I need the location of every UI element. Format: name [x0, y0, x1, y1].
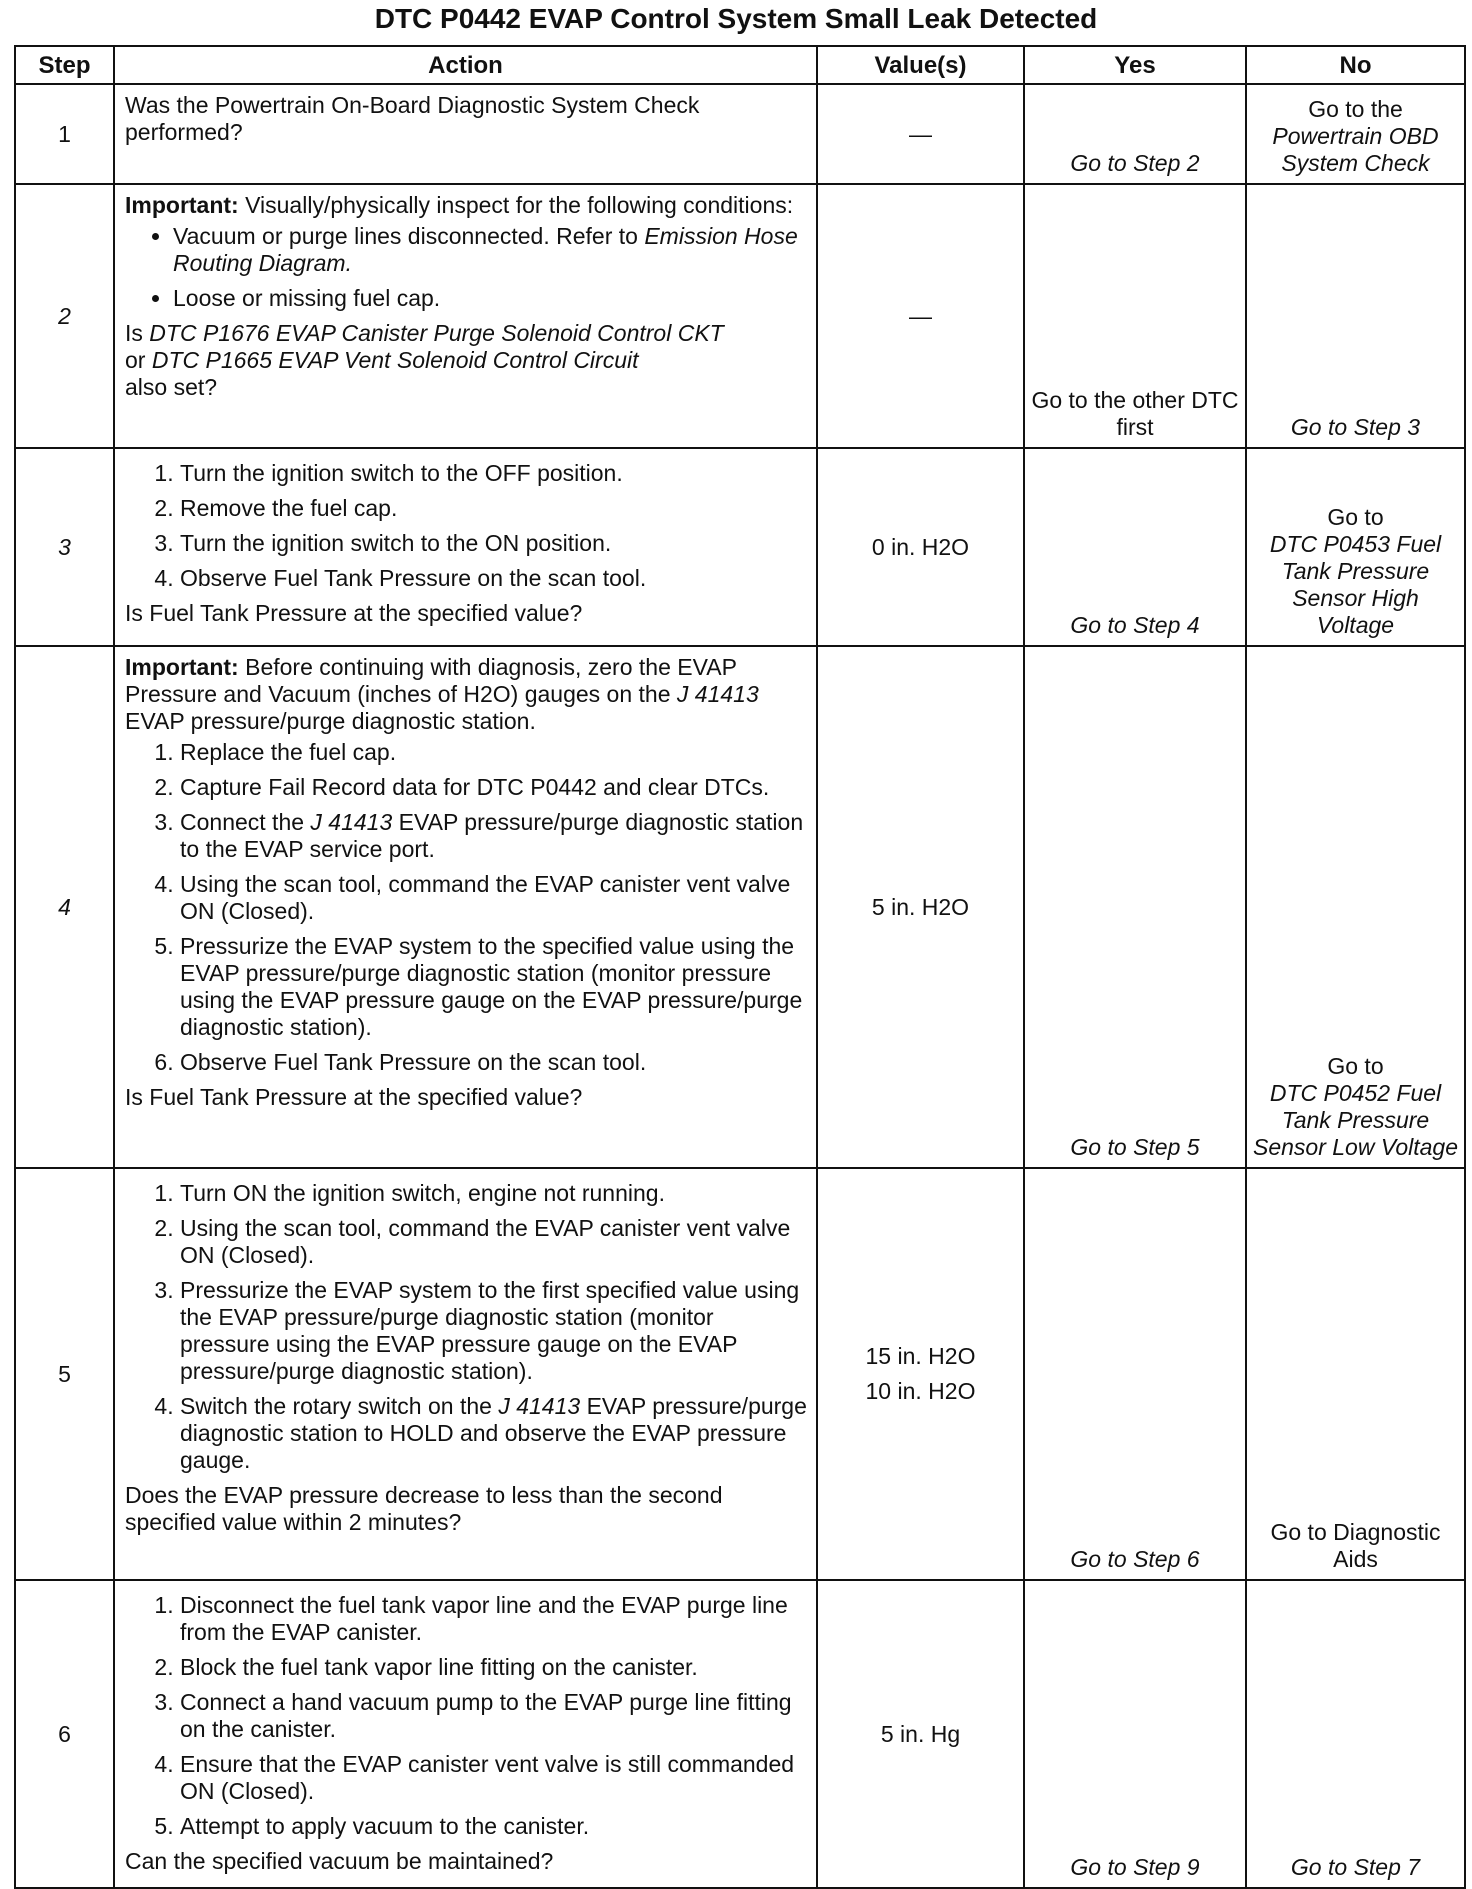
no-prefix: Go to	[1327, 504, 1384, 530]
step-number: 2	[15, 184, 114, 448]
no-cell	[1246, 84, 1465, 184]
important-text: Before continuing with diagnosis, zero the EVAP Pressure and Vacuum (inches of H2O) gauges on the	[125, 654, 737, 707]
question-text: Was the Powertrain On-Board Diagnostic System Check performed?	[125, 92, 700, 145]
no-cell: Go to Step 3	[1246, 184, 1465, 448]
action-cell	[114, 448, 817, 646]
list-item	[180, 809, 808, 863]
action-cell	[114, 84, 817, 184]
header-values: Value(s)	[817, 46, 1024, 84]
action-cell	[114, 646, 817, 1168]
list-item: 1. Replace the fuel cap.	[180, 739, 808, 766]
list-item: 2. Remove the fuel cap.	[180, 495, 808, 522]
action-cell	[114, 1168, 817, 1580]
important-label: Important:	[125, 192, 239, 218]
question-text: Can the specified vacuum be maintained?	[125, 1848, 554, 1874]
step-text: EVAP pressure/purge diagnostic station to HOLD and observe the EVAP pressure gauge.	[180, 1393, 807, 1473]
yes-cell: Go to Step 4	[1024, 448, 1246, 646]
yes-cell: Go to the other DTC first	[1024, 184, 1246, 448]
yes-cell: Go to Step 5	[1024, 646, 1246, 1168]
procedure-list	[125, 739, 808, 1076]
tool-reference: J 41413	[676, 681, 759, 707]
yes-cell: Go to Step 9	[1024, 1580, 1246, 1888]
list-item: 5. Pressurize the EVAP system to the specified value using the EVAP pressure/purge diagnostic station (monitor pressure using the EVAP pressure gauge on the EVAP pressure/purge diagnostic station).	[180, 933, 808, 1041]
list-item: 4. Observe Fuel Tank Pressure on the scan tool.	[180, 565, 808, 592]
step-number: 4	[15, 646, 114, 1168]
list-item: 1. Turn the ignition switch to the OFF position.	[180, 460, 808, 487]
step-text: Connect the	[180, 809, 305, 835]
no-cell	[1246, 448, 1465, 646]
q-or: or	[125, 347, 146, 373]
question-text	[125, 320, 808, 401]
step-number: 1	[15, 84, 114, 184]
yes-cell: Go to Step 2	[1024, 84, 1246, 184]
action-cell	[114, 184, 817, 448]
list-item: 6. Observe Fuel Tank Pressure on the scan tool.	[180, 1049, 808, 1076]
no-reference: Powertrain OBD System Check	[1272, 123, 1439, 176]
table-row	[15, 184, 1465, 448]
value-cell: 5 in. Hg	[817, 1580, 1024, 1888]
list-item: 2. Capture Fail Record data for DTC P0442 and clear DTCs.	[180, 774, 808, 801]
step-number: 6	[15, 1580, 114, 1888]
procedure-list	[125, 1180, 808, 1474]
important-label: Important:	[125, 654, 239, 680]
list-item	[180, 1393, 808, 1474]
list-item: 5. Attempt to apply vacuum to the canister.	[180, 1813, 808, 1840]
no-reference: DTC P0453 Fuel Tank Pressure Sensor High Voltage	[1269, 531, 1442, 638]
procedure-list	[125, 460, 808, 592]
list-item: 4. Ensure that the EVAP canister vent valve is still commanded ON (Closed).	[180, 1751, 808, 1805]
header-step: Step	[15, 46, 114, 84]
question-text: Is Fuel Tank Pressure at the specified value?	[125, 600, 583, 626]
diagnostic-table	[14, 45, 1466, 1889]
step-text: Switch the rotary switch on the	[180, 1393, 492, 1419]
condition-list	[125, 223, 808, 312]
important-text: EVAP pressure/purge diagnostic station.	[125, 708, 536, 734]
value-cell: 5 in. H2O	[817, 646, 1024, 1168]
q-end: also set?	[125, 374, 218, 400]
important-note	[125, 654, 808, 735]
no-cell: Go to Step 7	[1246, 1580, 1465, 1888]
question-text: Is Fuel Tank Pressure at the specified value?	[125, 1084, 583, 1110]
value-cell: —	[817, 184, 1024, 448]
table-row	[15, 448, 1465, 646]
value-cell: 0 in. H2O	[817, 448, 1024, 646]
important-text: Visually/physically inspect for the following conditions:	[245, 192, 794, 218]
bullet-reference: Emission Hose Routing Diagram.	[173, 223, 798, 276]
dtc-reference: DTC P1665 EVAP Vent Solenoid Control Circuit	[151, 347, 639, 373]
no-reference: DTC P0452 Fuel Tank Pressure Sensor Low Voltage	[1252, 1080, 1458, 1160]
no-prefix: Go to the	[1308, 96, 1403, 122]
table-row	[15, 646, 1465, 1168]
value-cell: —	[817, 84, 1024, 184]
header-row	[15, 46, 1465, 84]
procedure-list	[125, 1592, 808, 1840]
header-action: Action	[114, 46, 817, 84]
list-item: 3. Pressurize the EVAP system to the first specified value using the EVAP pressure/purge diagnostic station (monitor pressure using the EVAP pressure gauge on the EVAP pressure/purge diagnostic station).	[180, 1277, 808, 1385]
value-cell	[817, 1168, 1024, 1580]
list-item: 2. Using the scan tool, command the EVAP canister vent valve ON (Closed).	[180, 1215, 808, 1269]
value-second: 10 in. H2O	[865, 1378, 976, 1404]
table-row	[15, 1580, 1465, 1888]
list-item: • Loose or missing fuel cap.	[173, 285, 808, 312]
list-item: 3. Turn the ignition switch to the ON position.	[180, 530, 808, 557]
step-number: 5	[15, 1168, 114, 1580]
step-number: 3	[15, 448, 114, 646]
yes-cell: Go to Step 6	[1024, 1168, 1246, 1580]
action-cell	[114, 1580, 817, 1888]
tool-reference: J 41413	[498, 1393, 581, 1419]
list-item: 2. Block the fuel tank vapor line fitting on the canister.	[180, 1654, 808, 1681]
list-item: 1. Turn ON the ignition switch, engine not running.	[180, 1180, 808, 1207]
header-yes: Yes	[1024, 46, 1246, 84]
question-text: Does the EVAP pressure decrease to less than the second specified value within 2 minutes?	[125, 1482, 723, 1535]
q-is: Is	[125, 320, 143, 346]
value-first: 15 in. H2O	[865, 1343, 976, 1369]
important-note	[125, 192, 808, 219]
no-cell: Go to Diagnostic Aids	[1246, 1168, 1465, 1580]
no-prefix: Go to	[1327, 1053, 1384, 1079]
header-no: No	[1246, 46, 1465, 84]
list-item: 1. Disconnect the fuel tank vapor line and the EVAP purge line from the EVAP canister.	[180, 1592, 808, 1646]
table-row	[15, 1168, 1465, 1580]
page-title: DTC P0442 EVAP Control System Small Leak Detected	[374, 3, 1098, 34]
list-item	[173, 223, 808, 277]
bullet-text: Vacuum or purge lines disconnected. Refer to	[173, 223, 638, 249]
table-row	[15, 84, 1465, 184]
dtc-reference: DTC P1676 EVAP Canister Purge Solenoid Control CKT	[149, 320, 724, 346]
step-text: EVAP pressure/purge diagnostic station to the EVAP service port.	[180, 809, 804, 862]
tool-reference: J 41413	[310, 809, 393, 835]
no-cell	[1246, 646, 1465, 1168]
list-item: 4. Using the scan tool, command the EVAP canister vent valve ON (Closed).	[180, 871, 808, 925]
list-item: 3. Connect a hand vacuum pump to the EVAP purge line fitting on the canister.	[180, 1689, 808, 1743]
